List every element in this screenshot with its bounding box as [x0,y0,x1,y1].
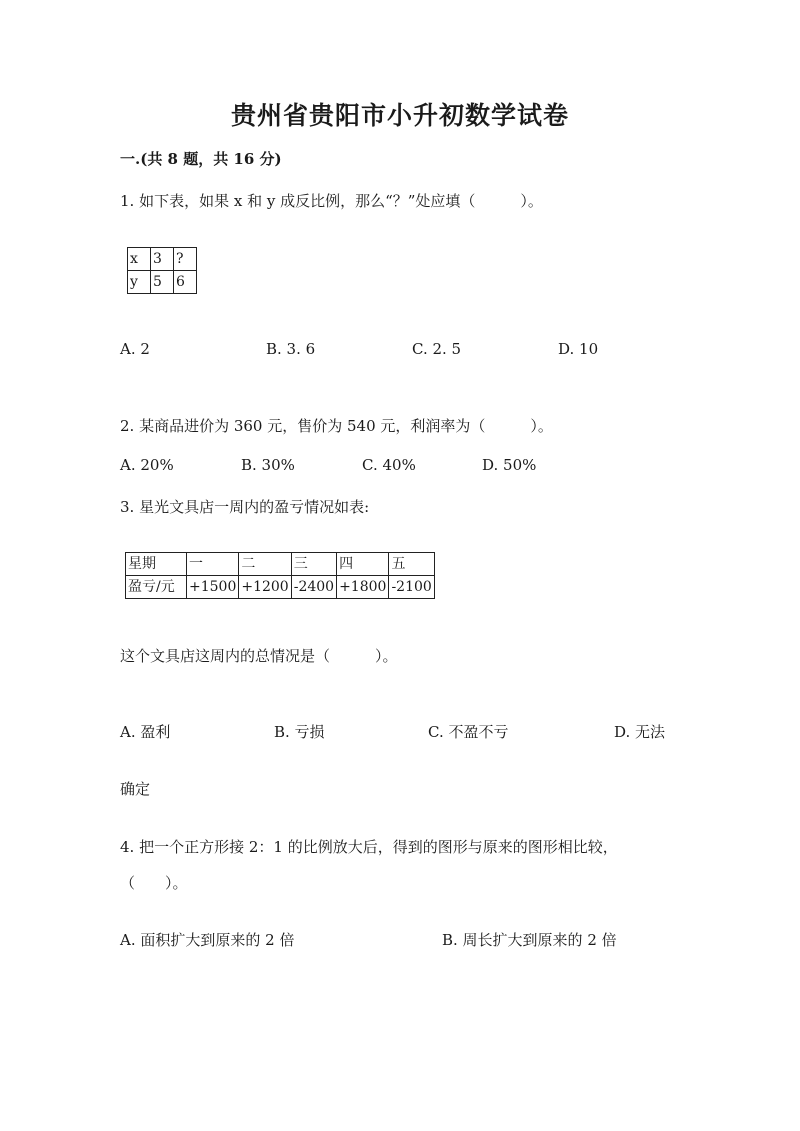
table-cell: 四 [337,553,389,576]
table-row [128,271,197,294]
question-2-option-a: A. 20% [120,456,174,474]
table-cell: 星期 [126,553,187,576]
question-3-option-d-wrap: 确定 [120,780,151,798]
question-2-option-d: D. 50% [482,456,537,474]
question-4-option-b: B. 周长扩大到原来的 2 倍 [442,931,617,949]
question-1-text: 1. 如下表，如果 x 和 y 成反比例，那么“？”处应填（ ）。 [120,192,543,210]
question-3-stem: 这个文具店这周内的总情况是（ ）。 [120,647,398,665]
table-cell: y [128,271,151,294]
table-cell: 6 [174,271,197,294]
table-cell: +1800 [337,576,389,599]
page-title: 贵州省贵阳市小升初数学试卷 [230,101,569,130]
question-1-table [127,247,197,294]
table-row [126,576,435,599]
question-3-option-b: B. 亏损 [274,723,325,741]
question-2-text: 2. 某商品进价为 360 元，售价为 540 元，利润率为（ ）。 [120,417,553,435]
question-4-option-a: A. 面积扩大到原来的 2 倍 [120,931,295,949]
table-cell: 3 [151,248,174,271]
question-3-text: 3. 星光文具店一周内的盈亏情况如表: [120,498,370,516]
table-row [126,553,435,576]
table-cell: 五 [389,553,434,576]
table-cell: x [128,248,151,271]
table-cell: -2400 [291,576,336,599]
table-cell: 三 [291,553,336,576]
question-1-option-b: B. 3. 6 [266,340,316,358]
question-2-option-c: C. 40% [362,456,416,474]
question-4-text: 4. 把一个正方形接 2：1 的比例放大后，得到的图形与原来的图形相比较， [120,838,618,856]
question-1-option-c: C. 2. 5 [412,340,462,358]
question-4-blank: （ ）。 [120,874,188,892]
question-3-option-c: C. 不盈不亏 [428,723,509,741]
section-heading: 一.(共 8 题，共 16 分) [120,150,282,168]
table-row [128,248,197,271]
question-1-option-a: A. 2 [120,340,150,358]
table-cell: ? [174,248,197,271]
question-3-table [125,552,435,599]
table-cell: 二 [239,553,291,576]
table-cell: +1500 [187,576,239,599]
question-2-option-b: B. 30% [241,456,295,474]
table-cell: 5 [151,271,174,294]
question-3-option-a: A. 盈利 [120,723,171,741]
question-1-option-d: D. 10 [558,340,599,358]
question-3-option-d: D. 无法 [614,723,666,741]
table-cell: -2100 [389,576,434,599]
table-cell: 盈亏/元 [126,576,187,599]
table-cell: +1200 [239,576,291,599]
table-cell: 一 [187,553,239,576]
